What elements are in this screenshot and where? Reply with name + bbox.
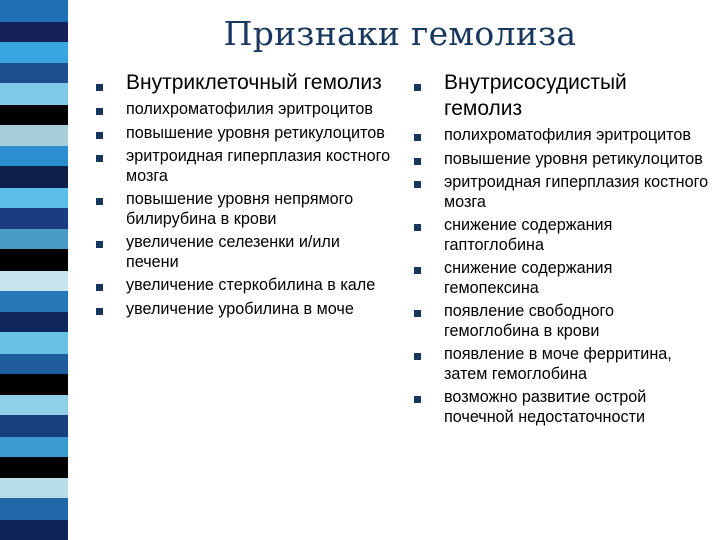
- stripe-block: [0, 478, 68, 498]
- list-item: [410, 259, 710, 298]
- right-heading: [410, 70, 710, 122]
- list-item: [410, 126, 710, 146]
- stripe-block: [0, 354, 68, 374]
- list-item-text: полихроматофилия эритроцитов: [444, 126, 691, 144]
- square-bullet-icon: [414, 224, 421, 231]
- square-bullet-icon: [414, 181, 421, 188]
- stripe-block: [0, 415, 68, 437]
- list-item-text: увеличение селезенки и/или печени: [126, 233, 340, 271]
- stripe-block: [0, 125, 68, 147]
- list-item: [92, 276, 392, 296]
- square-bullet-icon: [96, 132, 103, 139]
- decorative-stripe: [0, 0, 68, 540]
- square-bullet-icon: [96, 284, 103, 291]
- list-item: [92, 233, 392, 272]
- list-item-text: появление в моче ферритина, затем гемоглобина: [444, 345, 672, 383]
- stripe-block: [0, 22, 68, 42]
- stripe-block: [0, 83, 68, 105]
- square-bullet-icon: [96, 84, 103, 91]
- stripe-block: [0, 520, 68, 540]
- stripe-block: [0, 229, 68, 249]
- stripe-block: [0, 395, 68, 415]
- stripe-block: [0, 63, 68, 83]
- stripe-block: [0, 271, 68, 291]
- list-item-text: повышение уровня ретикулоцитов: [126, 123, 385, 142]
- square-bullet-icon: [414, 158, 421, 165]
- stripe-block: [0, 166, 68, 188]
- right-heading-text: Внутрисосудистый гемолиз: [444, 71, 627, 120]
- left-heading-text: Внутриклеточный гемолиз: [126, 71, 382, 94]
- list-item-text: появление свободного гемоглобина в крови: [444, 302, 615, 340]
- square-bullet-icon: [96, 198, 103, 205]
- stripe-block: [0, 312, 68, 332]
- square-bullet-icon: [96, 241, 103, 248]
- stripe-block: [0, 146, 68, 166]
- right-column: [410, 70, 710, 431]
- list-item: [92, 147, 392, 186]
- square-bullet-icon: [414, 396, 421, 403]
- stripe-block: [0, 332, 68, 354]
- list-item-text: снижение содержания гаптоглобина: [444, 216, 613, 254]
- list-item-text: повышение уровня непрямого билирубина в крови: [126, 190, 354, 228]
- list-item-text: возможно развитие острой почечной недостаточности: [444, 388, 647, 426]
- stripe-block: [0, 188, 68, 208]
- square-bullet-icon: [414, 310, 421, 317]
- stripe-block: [0, 374, 68, 396]
- square-bullet-icon: [414, 267, 421, 274]
- stripe-block: [0, 105, 68, 125]
- stripe-block: [0, 42, 68, 64]
- stripe-block: [0, 0, 68, 22]
- slide-title: Признаки гемолиза: [223, 14, 577, 53]
- list-item: [92, 124, 392, 144]
- list-item-text: увеличение стеркобилина в кале: [126, 276, 376, 294]
- stripe-block: [0, 498, 68, 520]
- list-item: [410, 150, 710, 170]
- stripe-block: [0, 208, 68, 230]
- list-item-text: увеличение уробилина в моче: [126, 299, 354, 318]
- square-bullet-icon: [414, 353, 421, 360]
- list-item: [410, 173, 710, 212]
- square-bullet-icon: [96, 108, 103, 115]
- list-item: [410, 345, 710, 384]
- list-item: [410, 302, 710, 341]
- list-item: [92, 300, 392, 320]
- stripe-block: [0, 291, 68, 313]
- list-item-text: эритроидная гиперплазия костного мозга: [126, 147, 391, 185]
- list-item: [410, 388, 710, 427]
- list-item: [410, 216, 710, 255]
- stripe-block: [0, 437, 68, 457]
- left-column: [92, 70, 392, 323]
- list-item-text: повышение уровня ретикулоцитов: [444, 149, 703, 168]
- stripe-block: [0, 249, 68, 271]
- square-bullet-icon: [96, 308, 103, 315]
- list-item-text: снижение содержания гемопексина: [444, 259, 613, 297]
- square-bullet-icon: [414, 84, 421, 91]
- square-bullet-icon: [96, 155, 103, 162]
- list-item: [92, 190, 392, 229]
- left-heading: [92, 70, 392, 96]
- list-item-text: полихроматофилия эритроцитов: [126, 100, 373, 118]
- list-item-text: эритроидная гиперплазия костного мозга: [444, 173, 709, 211]
- list-item: [92, 100, 392, 120]
- square-bullet-icon: [414, 134, 421, 141]
- stripe-block: [0, 457, 68, 479]
